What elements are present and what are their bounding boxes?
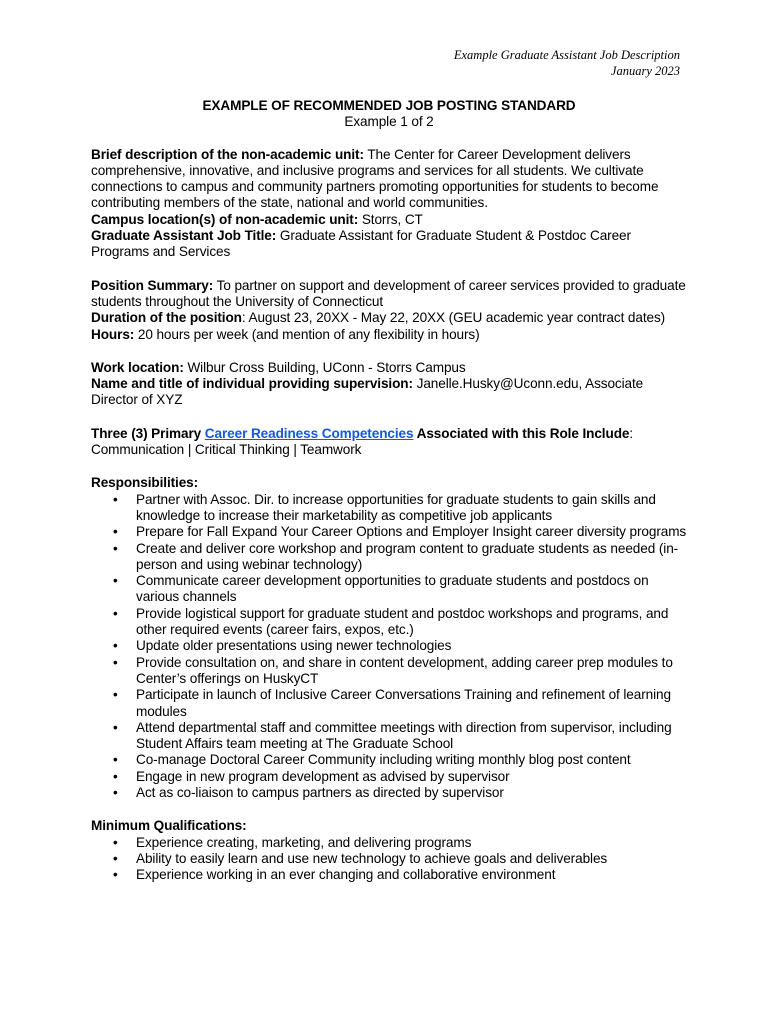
bullet-icon: • [113,719,118,735]
campus-location-text: Storrs, CT [358,211,423,227]
list-item [91,492,687,525]
header-doc-title: Example Graduate Assistant Job Description [453,48,680,62]
bullet-icon: • [113,834,118,850]
career-readiness-link[interactable]: Career Readiness Competencies [204,425,414,441]
position-hours [91,327,687,343]
list-item [91,606,687,639]
supervisor [91,376,687,409]
qualifications-list [91,835,687,884]
bullet-icon: • [113,768,118,784]
list-item-text: Ability to easily learn and use new technology to achieve goals and deliverables [136,850,608,866]
responsibilities-heading: Responsibilities: [91,475,199,491]
page-subtitle: Example 1 of 2 [344,114,434,130]
qualifications-heading: Minimum Qualifications: [91,818,247,834]
list-item-text: Engage in new program development as advised by supervisor [136,768,510,784]
list-item-text: Attend departmental staff and committee meetings with direction from supervisor, including Student Affairs team meeting at The Graduate School [136,719,672,752]
position-duration [91,310,687,326]
bullet-icon: • [113,638,118,654]
list-item-text: Update older presentations using newer technologies [136,638,452,654]
document-header [454,47,680,79]
supervisor-label: Name and title of individual providing supervision: [91,376,413,392]
campus-location [91,212,687,228]
unit-description [91,147,687,212]
list-item-text: Participate in launch of Inclusive Career Conversations Training and refinement of learning modules [136,687,671,719]
list-item-text: Provide consultation on, and share in content development, adding career prep modules to Center’s offerings on HuskyCT [136,654,673,686]
bullet-icon: • [113,687,118,703]
position-summary [91,278,687,311]
list-item [91,638,687,654]
list-item-text: Experience working in an ever changing and collaborative environment [136,867,556,883]
position-duration-label: Duration of the position [91,310,242,326]
job-title [91,228,687,261]
position-hours-label: Hours: [91,326,135,342]
bullet-icon: • [113,491,118,507]
document-body [91,98,687,883]
bullet-icon: • [113,524,118,540]
list-item-text: Experience creating, marketing, and delivering programs [136,834,472,850]
list-item [91,541,687,574]
list-item [91,785,687,801]
list-item [91,687,687,720]
unit-description-text: The Center for Career Development delivers comprehensive, innovative, and inclusive programs and services for all students. We cultivate connections to campus and community partners promoting opportunities for students to become contributing members of the state, national and world communities. [91,146,659,211]
list-item-text: Partner with Assoc. Dir. to increase opportunities for graduate students to gain skills and knowledge to increase their marketability as competitive job applicants [136,491,656,523]
work-location [91,360,687,376]
list-item-text: Act as co-liaison to campus partners as directed by supervisor [136,784,504,800]
header-date: January 2023 [610,64,680,78]
position-summary-label: Position Summary: [91,277,214,293]
competencies-suffix: Associated with this Role Include [413,425,630,441]
position-hours-text: 20 hours per week (and mention of any flexibility in hours) [134,326,480,342]
page-title: EXAMPLE OF RECOMMENDED JOB POSTING STANDARD [202,98,576,113]
work-location-text: Wilbur Cross Building, UConn - Storrs Campus [183,359,466,375]
position-summary-text: To partner on support and development of career services provided to graduate students throughout the University of Connecticut [91,277,686,309]
job-title-text: Graduate Assistant for Graduate Student & Postdoc Career Programs and Services [91,228,631,260]
list-item [91,835,687,851]
bullet-icon: • [113,850,118,866]
job-title-label: Graduate Assistant Job Title: [91,228,277,244]
list-item [91,752,687,768]
list-item-text: Co-manage Doctoral Career Community including writing monthly blog post content [136,752,631,768]
list-item-text: Communicate career development opportunities to graduate students and postdocs on various channels [136,573,649,605]
campus-location-label: Campus location(s) of non-academic unit: [91,211,359,227]
competencies-colon: : [629,425,634,441]
bullet-icon: • [113,784,118,800]
bullet-icon: • [113,605,118,621]
competencies-heading [91,426,687,442]
list-item [91,720,687,753]
list-item [91,769,687,785]
position-duration-text: : August 23, 20XX - May 22, 20XX (GEU academic year contract dates) [241,310,666,326]
bullet-icon: • [113,867,118,883]
list-item [91,851,687,867]
list-item-text: Provide logistical support for graduate student and postdoc workshops and programs, and other required events (career fairs, expos, etc.) [136,605,669,638]
competencies-list: Communication | Critical Thinking | Teamwork [91,442,362,458]
competencies-prefix: Three (3) Primary [91,425,205,441]
supervisor-text: Janelle.Husky@Uconn.edu, Associate Director of XYZ [91,376,644,408]
list-item-text: Create and deliver core workshop and program content to graduate students as needed (in-person and using webinar technology) [136,540,679,572]
list-item [91,655,687,688]
unit-description-label: Brief description of the non-academic unit: [91,146,364,162]
bullet-icon: • [113,654,118,670]
list-item [91,573,687,606]
bullet-icon: • [113,540,118,556]
bullet-icon: • [113,573,118,589]
list-item [91,524,687,540]
bullet-icon: • [113,752,118,768]
list-item-text: Prepare for Fall Expand Your Career Options and Employer Insight career diversity programs [136,524,687,540]
responsibilities-list [91,492,687,802]
work-location-label: Work location: [91,359,184,375]
list-item [91,867,687,883]
